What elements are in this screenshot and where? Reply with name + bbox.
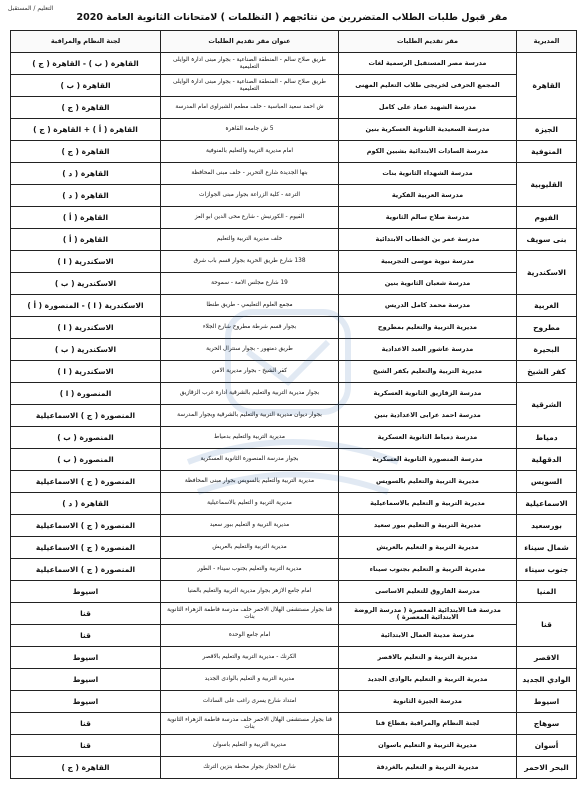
- address-cell: مديرية التربية والتعليم بجنوب سيناء - الطور: [161, 559, 339, 581]
- committee-cell: اسيوط: [11, 669, 161, 691]
- committee-cell: قنا: [11, 625, 161, 647]
- committee-cell: المنصورة ( ج ) الاسماعيلية: [11, 537, 161, 559]
- address-cell: مديرية التربية والتعليم بدمياط: [161, 427, 339, 449]
- address-cell: شارع الحجاز بجوار محطة بنزين الترتك: [161, 757, 339, 779]
- school-cell: مدرسة محمد كامل الدريس: [339, 295, 517, 317]
- table-row: [11, 185, 577, 207]
- school-cell: مدرسة قنا الابتدائية المعصرة ( مدرسة الروضة الابتدائية المعصرة ): [339, 603, 517, 625]
- governorate-cell: القاهرة: [517, 53, 577, 119]
- school-cell: مدرسة شعبان الثانوية بنين: [339, 273, 517, 295]
- committee-cell: الاسكندرية ( ا ): [11, 361, 161, 383]
- address-cell: ش احمد سعيد العباسية - خلف مطعم الشبراوى امام المدرسة: [161, 97, 339, 119]
- table-row: [11, 53, 577, 75]
- school-cell: مدرسة نبوية موسى التجريبية: [339, 251, 517, 273]
- committee-cell: اسيوط: [11, 691, 161, 713]
- address-cell: بنها الجديدة شارع التحرير - خلف مبنى المحافظة: [161, 163, 339, 185]
- committee-cell: القاهرة ( ج ): [11, 141, 161, 163]
- governorate-cell: جنوب سيناء: [517, 559, 577, 581]
- committee-cell: قنا: [11, 735, 161, 757]
- school-cell: مديرية التربية و التعليم بجنوب سيناء: [339, 559, 517, 581]
- governorate-cell: بنى سويف: [517, 229, 577, 251]
- table-row: [11, 141, 577, 163]
- committee-cell: المنصورة ( ج ) الاسماعيلية: [11, 559, 161, 581]
- school-cell: مديرية التربية والتعليم بمطروح: [339, 317, 517, 339]
- address-cell: قنا بجوار مستشفى الهلال الاحمر خلف مدرسة فاطمة الزهراء الثانوية بنات: [161, 713, 339, 735]
- table-row: [11, 713, 577, 735]
- table-row: [11, 339, 577, 361]
- table-row: [11, 427, 577, 449]
- committee-cell: القاهرة ( ب ) - القاهرة ( ج ): [11, 53, 161, 75]
- school-cell: مدرسة الشهداء الثانوية بنات: [339, 163, 517, 185]
- table-row: [11, 251, 577, 273]
- table-row: [11, 449, 577, 471]
- table-row: [11, 559, 577, 581]
- school-cell: لجنة النظام والمراقبة بقطاع قنا: [339, 713, 517, 735]
- governorate-cell: البحر الاحمر: [517, 757, 577, 779]
- table-row: [11, 273, 577, 295]
- governorate-cell: قنا: [517, 603, 577, 647]
- governorate-cell: المنوفية: [517, 141, 577, 163]
- address-cell: طريق دمنهور - بجوار سنترال الحرية: [161, 339, 339, 361]
- committee-cell: قنا: [11, 603, 161, 625]
- committee-cell: الاسكندرية ( ا ): [11, 251, 161, 273]
- committee-cell: المنصورة ( ب ): [11, 427, 161, 449]
- table-row: [11, 669, 577, 691]
- address-cell: امام مديرية التربية والتعليم بالمنوفية: [161, 141, 339, 163]
- header-address: عنوان مقر تقديم الطلبات: [161, 31, 339, 53]
- school-cell: مدرسة الشهيد عماد على كامل: [339, 97, 517, 119]
- table-header-row: [11, 31, 577, 53]
- address-cell: مجمع العلوم التعليمي - طريق طنطا: [161, 295, 339, 317]
- address-cell: 5 ش جامعة القاهرة: [161, 119, 339, 141]
- school-cell: مدرسة دمياط الثانوية العسكرية: [339, 427, 517, 449]
- committee-cell: القاهرة ( د ): [11, 163, 161, 185]
- school-cell: مدرسة مدينة العمال الابتدائية: [339, 625, 517, 647]
- address-cell: كفر الشيخ - بجوار مديرية الامن: [161, 361, 339, 383]
- school-cell: مديرية التربية والتعليم بالسويس: [339, 471, 517, 493]
- table-row: [11, 537, 577, 559]
- committee-cell: اسيوط: [11, 647, 161, 669]
- address-cell: خلف مديرية التربية والتعليم: [161, 229, 339, 251]
- governorate-cell: دمياط: [517, 427, 577, 449]
- table-row: [11, 207, 577, 229]
- school-cell: مدرسة المنصورة الثانوية العسكرية: [339, 449, 517, 471]
- school-cell: مدرسة الفاروق للتعليم الاساسى: [339, 581, 517, 603]
- address-cell: طريق صلاح سالم - المنطقة الصناعية - بجوار مبنى ادارة الوايلى التعليمية: [161, 75, 339, 97]
- committee-cell: الاسكندرية ( ا ): [11, 317, 161, 339]
- address-cell: امام جامع الازهر بجوار مديرية التربية والتعليم بالمنيا: [161, 581, 339, 603]
- table-row: [11, 735, 577, 757]
- table-row: [11, 383, 577, 405]
- address-cell: مديرية التربية والتعليم بالعريش: [161, 537, 339, 559]
- school-cell: مدرسة السعيدية الثانوية العسكرية بنين: [339, 119, 517, 141]
- committee-cell: قنا: [11, 713, 161, 735]
- school-cell: مديرية التربية و التعليم بالاقصر: [339, 647, 517, 669]
- committee-cell: القاهرة ( ج ): [11, 757, 161, 779]
- table-row: [11, 515, 577, 537]
- committee-cell: المنصورة ( ج ) الاسماعيلية: [11, 471, 161, 493]
- address-cell: مديرية التربية و التعليم ببور سعيد: [161, 515, 339, 537]
- school-cell: مدرسة السادات الابتدائية بشبين الكوم: [339, 141, 517, 163]
- school-cell: مدرسة عمر بن الخطاب الابتدائية: [339, 229, 517, 251]
- committee-cell: القاهرة ( أ ): [11, 229, 161, 251]
- committee-cell: اسيوط: [11, 581, 161, 603]
- governorate-cell: الاسكندرية: [517, 251, 577, 295]
- address-cell: 138 شارع طريق الحرية بجوار قسم باب شرق: [161, 251, 339, 273]
- address-cell: مديرية التربية و التعليم بالوادى الجديد: [161, 669, 339, 691]
- table-row: [11, 405, 577, 427]
- governorate-cell: الفيوم: [517, 207, 577, 229]
- governorate-cell: اسيوط: [517, 691, 577, 713]
- applications-table: [10, 30, 577, 779]
- school-cell: مدرسة الجيزة الثانوية: [339, 691, 517, 713]
- governorate-cell: مطروح: [517, 317, 577, 339]
- governorate-cell: سوهاج: [517, 713, 577, 735]
- governorate-cell: الغربية: [517, 295, 577, 317]
- table-row: [11, 691, 577, 713]
- governorate-cell: الاقصر: [517, 647, 577, 669]
- governorate-cell: المنيا: [517, 581, 577, 603]
- school-cell: مدرسة الزقازيق الثانوية العسكرية: [339, 383, 517, 405]
- governorate-cell: الدقهلية: [517, 449, 577, 471]
- address-cell: طريق صلاح سالم - المنطقة الصناعية - بجوار مبنى ادارة الوايلى التعليمية: [161, 53, 339, 75]
- table-row: [11, 625, 577, 647]
- address-cell: بجوار مدرسة المنصورة الثانوية العسكرية: [161, 449, 339, 471]
- header-school: مقر تقديم الطلبات: [339, 31, 517, 53]
- address-cell: بجوار مديرية التربية والتعليم بالشرقية ادارة غرب الزقازيق: [161, 383, 339, 405]
- governorate-cell: البحيرة: [517, 339, 577, 361]
- address-cell: الفيوم - الكورنيش - شارع محى الدين ابو العز: [161, 207, 339, 229]
- header-committee: لجنة النظام والمراقبة: [11, 31, 161, 53]
- address-cell: بجوار قسم شرطة مطروح شارع الجلاء: [161, 317, 339, 339]
- table-row: [11, 603, 577, 625]
- school-cell: مديرية التربية والتعليم بكفر الشيخ: [339, 361, 517, 383]
- table-row: [11, 647, 577, 669]
- governorate-cell: الاسماعيلية: [517, 493, 577, 515]
- table-row: [11, 757, 577, 779]
- committee-cell: القاهرة ( ج ): [11, 97, 161, 119]
- table-row: [11, 163, 577, 185]
- governorate-cell: شمال سيناء: [517, 537, 577, 559]
- table-row: [11, 493, 577, 515]
- school-cell: مديرية التربية و التعليم ببور سعيد: [339, 515, 517, 537]
- school-cell: مديرية التربية و التعليم باسوان: [339, 735, 517, 757]
- school-cell: مدرسة عاشور العبد الاعدادية: [339, 339, 517, 361]
- school-cell: مدرسة العربية الفكرية: [339, 185, 517, 207]
- address-cell: امام جامع الوحدة: [161, 625, 339, 647]
- address-cell: بجوار ديوان مديرية التربية والتعليم بالشرقية وبجوار المدرسة: [161, 405, 339, 427]
- governorate-cell: بورسعيد: [517, 515, 577, 537]
- school-cell: مديرية التربية و التعليم بالاسماعيلية: [339, 493, 517, 515]
- school-cell: مدرسة صلاح سالم الثانوية: [339, 207, 517, 229]
- governorate-cell: كفر الشيخ: [517, 361, 577, 383]
- committee-cell: الاسكندرية ( ب ): [11, 339, 161, 361]
- school-cell: مدرسة احمد عرابى الاعدادية بنين: [339, 405, 517, 427]
- committee-cell: القاهرة ( أ ): [11, 207, 161, 229]
- table-row: [11, 119, 577, 141]
- school-cell: مديرية التربية و التعليم بالوادى الجديد: [339, 669, 517, 691]
- committee-cell: القاهرة ( أ ) + القاهرة ( ج ): [11, 119, 161, 141]
- governorate-cell: القليوبية: [517, 163, 577, 207]
- address-cell: الكرنك - مديرية التربية والتعليم بالاقصر: [161, 647, 339, 669]
- school-cell: مديرية التربية و التعليم بالغردقة: [339, 757, 517, 779]
- committee-cell: المنصورة ( ا ): [11, 383, 161, 405]
- governorate-cell: الجيزة: [517, 119, 577, 141]
- table-row: [11, 471, 577, 493]
- table-row: [11, 295, 577, 317]
- school-cell: المجمع الحرفى لخريجى طلاب التعليم المهنى: [339, 75, 517, 97]
- committee-cell: الاسكندرية ( ب ): [11, 273, 161, 295]
- governorate-cell: الشرقية: [517, 383, 577, 427]
- table-row: [11, 361, 577, 383]
- school-cell: مديرية التربية و التعليم بالعريش: [339, 537, 517, 559]
- table-row: [11, 75, 577, 97]
- governorate-cell: الوادي الجديد: [517, 669, 577, 691]
- address-cell: امتداد شارع يسرى راغب على السادات: [161, 691, 339, 713]
- corner-label: التعليم / المستقبل: [8, 5, 54, 12]
- school-cell: مدرسة مصر المستقبل الرسمية لغات: [339, 53, 517, 75]
- table-row: [11, 317, 577, 339]
- address-cell: 19 شارع مجلس الامة - سموحة: [161, 273, 339, 295]
- address-cell: مديرية التربية و التعليم بالاسماعيلية: [161, 493, 339, 515]
- table-row: [11, 581, 577, 603]
- address-cell: الترعة - كلية الزراعة بجوار مبنى الجوازات: [161, 185, 339, 207]
- committee-cell: القاهرة ( د ): [11, 185, 161, 207]
- committee-cell: المنصورة ( ج ) الاسماعيلية: [11, 405, 161, 427]
- governorate-cell: أسوان: [517, 735, 577, 757]
- governorate-cell: السويس: [517, 471, 577, 493]
- address-cell: قنا بجوار مستشفى الهلال الاحمر خلف مدرسة فاطمة الزهراء الثانوية بنات: [161, 603, 339, 625]
- table-row: [11, 229, 577, 251]
- header-governorate: المديرية: [517, 31, 577, 53]
- address-cell: مديرية التربية و التعليم باسوان: [161, 735, 339, 757]
- table-row: [11, 97, 577, 119]
- committee-cell: القاهرة ( د ): [11, 493, 161, 515]
- address-cell: مديرية التربية والتعليم بالسويس بجوار مبنى المحافظة: [161, 471, 339, 493]
- committee-cell: القاهرة ( ب ): [11, 75, 161, 97]
- committee-cell: الاسكندرية ( ا ) - المنصورة ( أ ): [11, 295, 161, 317]
- committee-cell: المنصورة ( ب ): [11, 449, 161, 471]
- committee-cell: المنصورة ( ج ) الاسماعيلية: [11, 515, 161, 537]
- page-title: مقر قبول طلبات الطلاب المتضررين من نتائجهم ( التظلمات ) لامتحانات الثانوية العامة 2020: [76, 12, 508, 23]
